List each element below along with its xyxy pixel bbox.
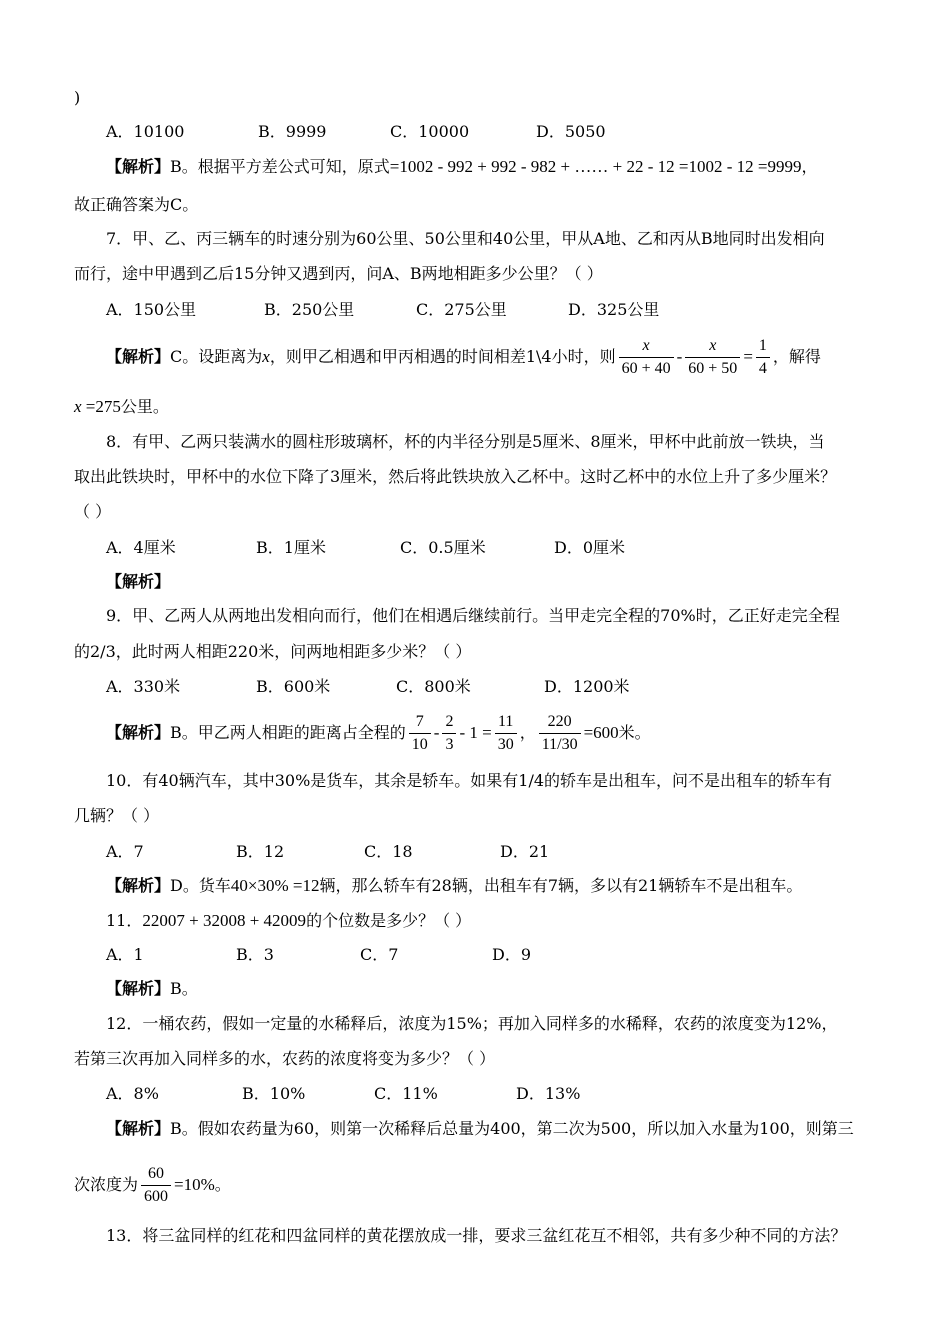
q9-option-a[interactable]: A．330米 xyxy=(106,677,181,696)
q8-analysis-label: 【解析】 xyxy=(106,572,171,591)
q10-analysis: 【解析】D。货车40×30% =12辆，那么轿车有28辆，出租车有7辆，多以有21辆轿车不是出租车。 xyxy=(106,876,803,895)
q7-option-a[interactable]: A．150公里 xyxy=(106,300,197,319)
q8-stem-line1: 8．有甲、乙两只装满水的圆柱形玻璃杯，杯的内半径分别是5厘米、8厘米，甲杯中此前放一铁块，当 xyxy=(106,432,825,451)
q13-stem-line1: 13．将三盆同样的红花和四盆同样的黄花摆放成一排，要求三盆红花互不相邻，共有多少种不同的方法？ xyxy=(106,1226,847,1245)
q12-analysis-line2: 次浓度为 $\frac{60}{600}$ =10%。 xyxy=(74,1165,231,1205)
q7-stem-line1: 7．甲、乙、丙三辆车的时速分别为60公里、50公里和40公里，甲从A地、乙和丙从B地同时出发相向 xyxy=(106,229,825,248)
q11-formula: 22007 + 32008 + 42009 xyxy=(142,911,307,930)
q7-option-d[interactable]: D．325公里 xyxy=(568,300,660,319)
analysis-label: 【解析】 xyxy=(106,876,171,895)
q12-option-d[interactable]: D．13% xyxy=(516,1084,581,1103)
analysis-label: 【解析】 xyxy=(106,1119,171,1138)
q7-analysis: 【解析】C。设距离为x，则甲乙相遇和甲丙相遇的时间相差1\4小时，则 $\frac{x}{60 + 40}$ - $\frac{x}{60 + 50}$ = $\frac{1}{4}$ ，解得 xyxy=(106,337,821,377)
q10-formula: 40×30% =12 xyxy=(230,876,320,895)
q9-option-c[interactable]: C．800米 xyxy=(396,677,471,696)
q9-option-b[interactable]: B．600米 xyxy=(256,677,331,696)
q7-option-c[interactable]: C．275公里 xyxy=(416,300,507,319)
q10-option-a[interactable]: A．7 xyxy=(106,842,144,861)
q8-stem-line2: 取出此铁块时，甲杯中的水位下降了3厘米，然后将此铁块放入乙杯中。这时乙杯中的水位上升了多少厘米？ xyxy=(74,467,837,486)
q11-analysis: 【解析】B。 xyxy=(106,979,198,998)
q11-stem: 11．22007 + 32008 + 42009的个位数是多少？（ ） xyxy=(106,911,472,930)
continued-paren: ) xyxy=(74,88,81,107)
q12-analysis-line1: 【解析】B。假如农药量为60，则第一次稀释后总量为400，第二次为500，所以加入水量为100，则第三 xyxy=(106,1119,854,1138)
analysis-label: 【解析】 xyxy=(106,979,171,998)
q7-stem-line2: 而行，途中甲遇到乙后15分钟又遇到丙，问A、B两地相距多少公里？（ ） xyxy=(74,264,603,283)
q12-option-c[interactable]: C．11% xyxy=(374,1084,438,1103)
q10-option-b[interactable]: B．12 xyxy=(236,842,285,861)
q12-stem-line2: 若第三次再加入同样多的水，农药的浓度将变为多少？（ ） xyxy=(74,1049,496,1068)
q9-fraction-1: $\frac{7}{10}$ xyxy=(409,713,431,754)
q7-fraction-3: $\frac{1}{4}$ xyxy=(756,337,770,378)
q9-stem-line1: 9．甲、乙两人从两地出发相向而行，他们在相遇后继续前行。当甲走完全程的70%时，乙正好走完全程 xyxy=(106,606,840,625)
q9-option-d[interactable]: D．1200米 xyxy=(544,677,630,696)
q12-option-b[interactable]: B．10% xyxy=(242,1084,306,1103)
q7-analysis-text3: ，解得 xyxy=(772,347,821,366)
q6-analysis-comma: ， xyxy=(801,157,818,176)
q6-option-a[interactable]: A．10100 xyxy=(106,122,185,141)
q7-analysis-text2: ，则甲乙相遇和甲丙相遇的时间相差1\4小时，则 xyxy=(269,347,616,366)
analysis-label: 【解析】 xyxy=(106,157,171,176)
q12-option-a[interactable]: A．8% xyxy=(106,1084,159,1103)
q6-option-c[interactable]: C．10000 xyxy=(390,122,470,141)
q6-analysis-line2: 故正确答案为C。 xyxy=(74,195,199,214)
q10-option-d[interactable]: D．21 xyxy=(500,842,550,861)
q9-stem-line2: 的2/3，此时两人相距220米，问两地相距多少米？（ ） xyxy=(74,642,472,661)
q6-formula: =1002 - 992 + 992 - 982 + …… + 22 - 12 =1002 - 12 =9999 xyxy=(389,157,802,176)
q7-analysis-text: C。设距离为 xyxy=(170,347,263,366)
q11-option-b[interactable]: B．3 xyxy=(236,945,274,964)
q8-option-d[interactable]: D．0厘米 xyxy=(554,538,626,557)
q9-fraction-4: $\frac{220}{11/30}$ xyxy=(539,713,581,754)
q7-option-b[interactable]: B．250公里 xyxy=(264,300,355,319)
q11-option-d[interactable]: D．9 xyxy=(492,945,532,964)
q8-option-b[interactable]: B．1厘米 xyxy=(256,538,326,557)
q7-var-x: x xyxy=(262,347,270,366)
q10-stem-line2: 几辆？（ ） xyxy=(74,806,160,825)
q8-stem-line3: （ ） xyxy=(74,502,112,521)
q6-option-d[interactable]: D．5050 xyxy=(536,122,606,141)
q11-option-c[interactable]: C．7 xyxy=(360,945,399,964)
q12-fraction: $\frac{60}{600}$ xyxy=(141,1165,171,1206)
q10-option-c[interactable]: C．18 xyxy=(364,842,413,861)
q6-analysis xyxy=(106,157,817,177)
q11-option-a[interactable]: A．1 xyxy=(106,945,144,964)
q8-option-c[interactable]: C．0.5厘米 xyxy=(400,538,486,557)
q9-analysis-text: B。甲乙两人相距的距离占全程的 xyxy=(170,723,406,742)
q9-fraction-3: $\frac{11}{30}$ xyxy=(495,713,517,754)
q9-analysis: 【解析】B。甲乙两人相距的距离占全程的 $\frac{7}{10}$ - $\frac{2}{3}$ - 1 = $\frac{11}{30}$ ， $\frac{220}{11/30}$ =600米。 xyxy=(106,713,651,753)
q12-stem-line1: 12．一桶农药，假如一定量的水稀释后，浓度为15%；再加入同样多的水稀释，农药的浓度变为12%， xyxy=(106,1014,838,1033)
q7-fraction-2: $\frac{x}{60 + 50}$ xyxy=(685,337,740,378)
analysis-label: 【解析】 xyxy=(106,347,171,366)
q9-fraction-2: $\frac{2}{3}$ xyxy=(442,713,456,754)
q10-stem-line1: 10．有40辆汽车，其中30%是货车，其余是轿车。如果有1/4的轿车是出租车，问不是出租车的轿车有 xyxy=(106,771,833,790)
analysis-label: 【解析】 xyxy=(106,723,171,742)
q6-option-b[interactable]: B．9999 xyxy=(258,122,327,141)
q6-analysis-text: B。根据平方差公式可知，原式 xyxy=(170,157,390,176)
q8-option-a[interactable]: A．4厘米 xyxy=(106,538,176,557)
q7-analysis-line2: x =275公里。 xyxy=(74,397,169,416)
q7-fraction-1: $\frac{x}{60 + 40}$ xyxy=(619,337,674,378)
